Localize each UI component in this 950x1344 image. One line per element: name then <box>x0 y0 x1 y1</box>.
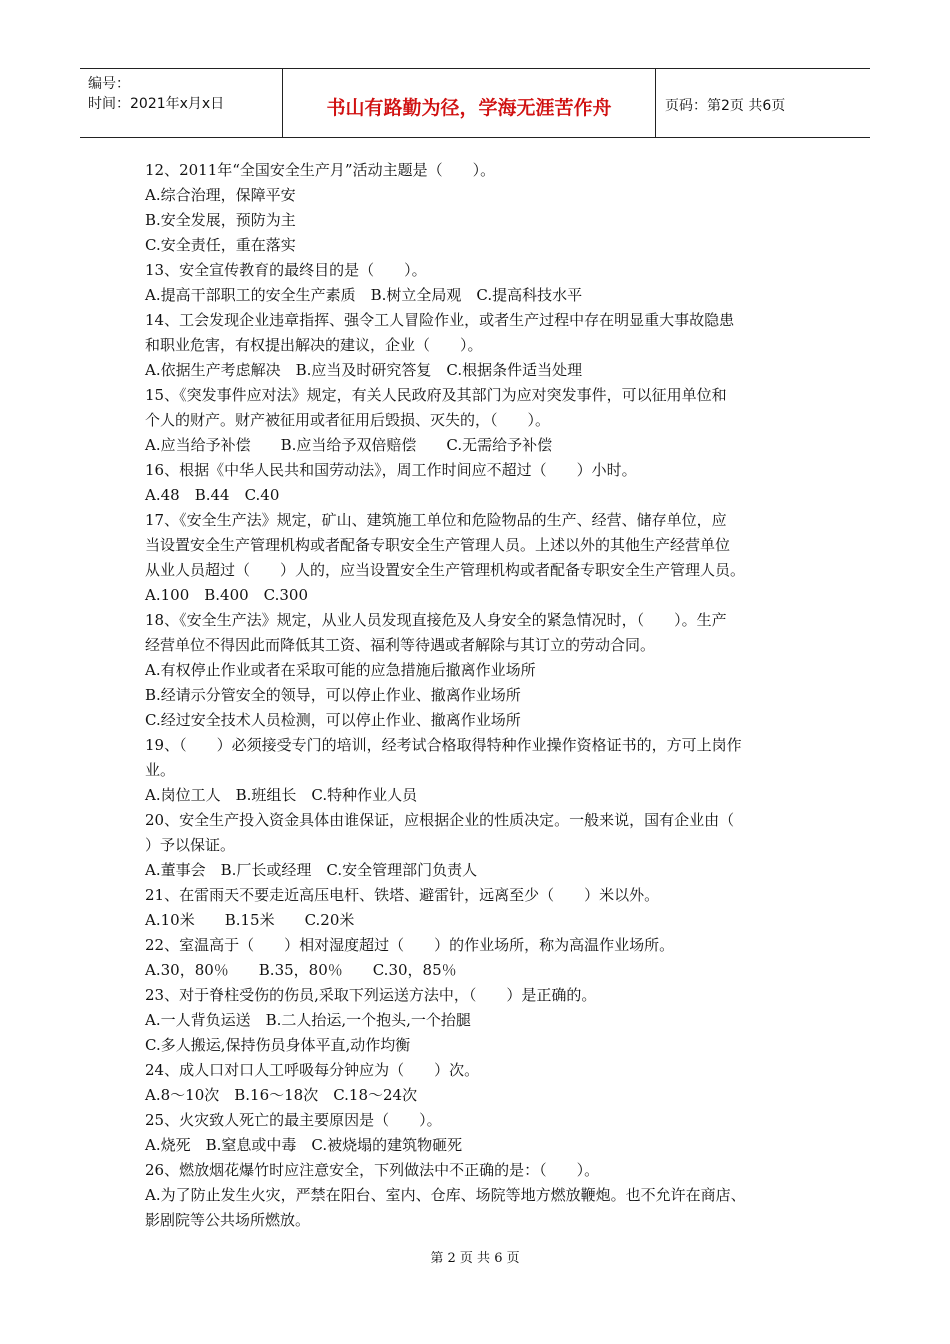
text-line: B.经请示分管安全的领导，可以停止作业、撤离作业场所 <box>145 686 521 704</box>
text-line: 业。 <box>145 761 176 779</box>
text-line: A.依据生产考虑解决 B.应当及时研究答复 C.根据条件适当处理 <box>145 361 583 379</box>
text-line: 从业人员超过（ ）人的，应当设置安全生产管理机构或者配备专职安全生产管理人员。 <box>145 561 746 579</box>
text-line: C.安全责任，重在落实 <box>145 236 296 254</box>
document-body <box>145 158 815 1233</box>
text-line: A.为了防止发生火灾，严禁在阳台、室内、仓库、场院等地方燃放鞭炮。也不允许在商店、 <box>145 1186 746 1204</box>
text-line: A.100 B.400 C.300 <box>145 586 308 604</box>
text-line: 12、2011年“全国安全生产月”活动主题是（ ）。 <box>145 161 496 179</box>
text-line: B.安全发展，预防为主 <box>145 211 296 229</box>
document-time-label: 时间：2021年x月x日 <box>88 96 225 112</box>
text-line: A.提高干部职工的安全生产素质 B.树立全局观 C.提高科技水平 <box>145 286 583 304</box>
text-line: 17、《安全生产法》规定，矿山、建筑施工单位和危险物品的生产、经营、储存单位，应 <box>145 511 727 529</box>
text-line: 21、在雷雨天不要走近高压电杆、铁塔、避雷针，远离至少（ ）米以外。 <box>145 886 660 904</box>
text-line: 和职业危害，有权提出解决的建议，企业（ ）。 <box>145 336 483 354</box>
text-line: A.48 B.44 C.40 <box>145 486 280 504</box>
header-page-info: 页码：第2页 共6页 <box>665 98 786 114</box>
text-line: 20、安全生产投入资金具体由谁保证，应根据企业的性质决定。一般来说，国有企业由（ <box>145 811 735 829</box>
text-line: A.烧死 B.窒息或中毒 C.被烧塌的建筑物砸死 <box>145 1136 463 1154</box>
header-left-cell <box>80 69 282 137</box>
text-line: A.岗位工人 B.班组长 C.特种作业人员 <box>145 786 418 804</box>
text-line: C.经过安全技术人员检测，可以停止作业、撤离作业场所 <box>145 711 521 729</box>
header-right-cell <box>655 69 870 137</box>
text-line: C.多人搬运,保持伤员身体平直,动作均衡 <box>145 1036 411 1054</box>
text-line: 25、火灾致人死亡的最主要原因是（ ）。 <box>145 1111 442 1129</box>
text-line: 经营单位不得因此而降低其工资、福利等待遇或者解除与其订立的劳动合同。 <box>145 636 656 654</box>
text-line: 22、室温高于（ ）相对湿度超过（ ）的作业场所，称为高温作业场所。 <box>145 936 675 954</box>
text-line: 26、燃放烟花爆竹时应注意安全，下列做法中不正确的是：（ ）。 <box>145 1161 600 1179</box>
text-line: 18、《安全生产法》规定，从业人员发现直接危及人身安全的紧急情况时，（ ）。生产 <box>145 611 727 629</box>
text-line: A.10米 B.15米 C.20米 <box>145 911 355 929</box>
text-line: 24、成人口对口人工呼吸每分钟应为（ ）次。 <box>145 1061 480 1079</box>
text-line: A.应当给予补偿 B.应当给予双倍赔偿 C.无需给予补偿 <box>145 436 553 454</box>
header-motto: 书山有路勤为径，学海无涯苦作舟 <box>326 97 612 119</box>
text-line: A.30，80％ B.35，80％ C.30，85％ <box>145 961 457 979</box>
text-line: A.一人背负运送 B.二人抬运,一个抱头,一个抬腿 <box>145 1011 471 1029</box>
text-line: A.8～10次 B.16～18次 C.18～24次 <box>145 1086 418 1104</box>
document-number-label: 编号： <box>88 76 130 92</box>
text-line: A.综合治理，保障平安 <box>145 186 296 204</box>
text-line: A.有权停止作业或者在采取可能的应急措施后撤离作业场所 <box>145 661 536 679</box>
text-line: 个人的财产。财产被征用或者征用后毁损、灭失的，（ ）。 <box>145 411 551 429</box>
text-line: ）予以保证。 <box>145 836 236 854</box>
text-line: 当设置安全生产管理机构或者配备专职安全生产管理人员。上述以外的其他生产经营单位 <box>145 536 731 554</box>
text-line: 16、根据《中华人民共和国劳动法》，周工作时间应不超过（ ）小时。 <box>145 461 637 479</box>
text-line: 23、对于脊柱受伤的伤员,采取下列运送方法中，（ ）是正确的。 <box>145 986 597 1004</box>
document-header <box>80 68 870 138</box>
text-line: A.董事会 B.厂长或经理 C.安全管理部门负责人 <box>145 861 478 879</box>
text-line: 14、工会发现企业违章指挥、强令工人冒险作业，或者生产过程中存在明显重大事故隐患 <box>145 311 735 329</box>
text-line: 19、（ ）必须接受专门的培训，经考试合格取得特种作业操作资格证书的，方可上岗作 <box>145 736 742 754</box>
page-footer: 第 2 页 共 6 页 <box>430 1251 520 1266</box>
header-middle-cell <box>282 69 656 137</box>
text-line: 13、安全宣传教育的最终目的是（ ）。 <box>145 261 427 279</box>
text-line: 影剧院等公共场所燃放。 <box>145 1211 311 1229</box>
text-line: 15、《突发事件应对法》规定，有关人民政府及其部门为应对突发事件，可以征用单位和 <box>145 386 727 404</box>
